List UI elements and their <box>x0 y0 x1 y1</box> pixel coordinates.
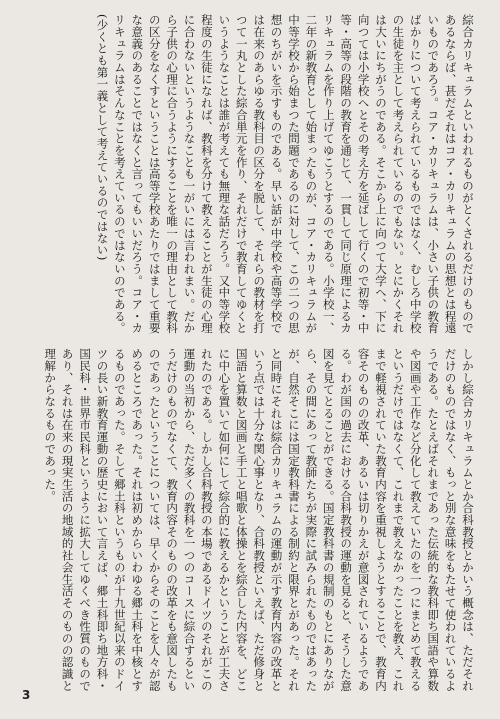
lower-text-block: しかし綜合カリキュラムとか合科教授とかいう概念は、ただそれだけのものではなく、もっと別な意味をもたせて使われているようである。たとえばそれまであった伝統的な教科即ち国語や算数や図画や工作など分化して教えていたのを一つにまとめて教えるというだけではなくて、これまで教えなかったことを教え、これまで軽視されていた教育内容を重視しようとすることで、教育内容そのものの改革、あるいは切りかえが意図されているようである。わが国の過去における合科教授の運動を見ると、そうした意図を見てとることができる。国定教科書の規制のもとにありながら、その間にあって教師たちが実際に試みられたものではあったが、自然そこには国定教科書による制約と限界とがあった。それと同時にそれは綜合カリキュラムの運動が示す教育内容の改革という点では十分な関心事となり、合科教授といえば、ただ修身と国語と算数と図画と手工と唱歌と体操とを綜合した内容を、どこに中心を置いて如何にして綜合的に教えるかということが工夫されたのである。しかし合科教授の本場であるドイツのそれがこの運動の当初から、ただ多くの教科を一つのコースに綜合するというだけのものでなくて、教育内容そのものの改革をも意図したものであったということについては、早くからそのことを人々が認めるところであった。それは初めからいわゆる郷土科を中核とするものであった。そして郷土科というものが十九世紀以来のドイツの長い新教育運動の歴史において言えば、郷土科即ち地方科・国民科・世界市民科というように拡大してゆくべき性質のものであり、それは在来の現実生活の地域的社会生活そのものの認識と理解からなるものであった。 <box>43 348 475 692</box>
page-number: 3 <box>22 688 31 702</box>
upper-text-block: 綜合カリキュラムといわれるものがとくされるだけのものであるならば、甚だそれはコア・カリキュラムの思想とは程遠いものであろう。コア・カリキュラムは、小さい子供の教育ばかりについて考えられているものではなく、むしろ中学校の生徒を主として考えられているのでもない。とにかくそれは大いにちがうのである。そこから上に向つて大学へ、下に向つては小学校へとその考え方を延ばして行くので初等・中等・高等の段階の教育を通じて、一貫して同じ原理によるカリキュラムを作り上げてゆこうとするのである。小学校一、二年の新教育として始まったものが、コア・カリキュラムが中等学校から始まつた問題であるのに対して、この二つの思想のちがいを示すものである。早い話が中学校や高等学校では在来のあらゆる教科目の区分を脱して、それらの教材を打つて一丸とした綜合単元を作り、それだけで教育してゆくというようなことは誰が考えても無理な話だろう。又中等学校程度の生徒になれば、教科を分けて教えることが生徒の心理に合わないというようなことも一がいには言われまい。だから子供の心理に合うようにすることを唯一の理由として教科の区分をなくすということは高等学校あたりではまして重要な意義のあることではなくと言ってもいいだろう。コア・カリキュラムはそんなことを考えているのではないのである。(少くとも第一義として考えているのではない) <box>95 14 475 334</box>
